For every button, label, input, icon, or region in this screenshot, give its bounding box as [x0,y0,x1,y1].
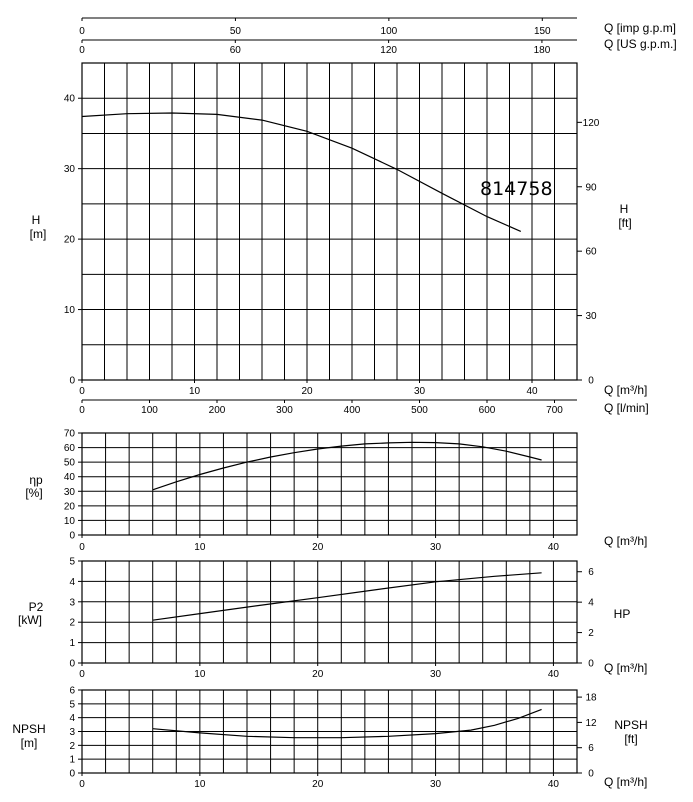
power-ytick-label: 3 [69,597,75,609]
npsh-ylabel-left-unit: [m] [20,736,38,750]
power-hp-rtick-label: 6 [588,567,594,579]
head-ytick-label: 30 [63,164,75,176]
npsh-xtick-label: 20 [312,779,324,790]
power-xlabel: Q [m³/h] [604,661,648,675]
head-xlabel-lmin: Q [l/min] [604,401,649,415]
lmin-tick-label: 400 [343,405,361,416]
npsh-ytick-label: 0 [69,768,75,780]
head-ytick-label: 20 [63,234,75,246]
eta-ylabel-symbol: ηp [29,473,43,487]
eta-ytick-label: 40 [63,472,75,484]
eta-xtick-label: 30 [430,542,442,553]
head-ytick-label: 40 [63,93,75,105]
head-ft-rtick-label: 60 [585,246,597,258]
npsh-xtick-label: 0 [79,779,85,790]
head-ylabel-left-unit: [m] [29,227,47,241]
power-xtick-label: 20 [312,669,324,680]
power-hp-rtick-label: 0 [588,658,594,670]
npsh-ylabel-left-symbol: NPSH [12,722,46,736]
usgpm-tick-label: 60 [229,45,241,56]
lmin-tick-label: 100 [141,405,158,416]
power-plot-frame [82,561,577,663]
eta-ylabel-unit: [%] [25,486,43,500]
head-ylabel-right-symbol: H [619,202,629,216]
head-xtick-label: 20 [301,386,313,397]
lmin-tick-label: 700 [546,405,563,416]
head-ft-rtick-label: 30 [585,311,597,323]
head-xtick-label: 10 [188,386,201,397]
npsh-ft-rtick-label: 18 [585,692,597,704]
eta-xtick-label: 0 [79,542,85,553]
head-ytick-label: 10 [63,305,75,317]
power-ytick-label: 4 [69,576,75,588]
power-ytick-label: 0 [69,658,75,670]
head-ft-rtick-label: 120 [582,117,600,129]
power-ytick-label: 5 [69,556,75,568]
npsh-xlabel: Q [m³/h] [604,775,648,789]
eta-xtick-label: 10 [194,542,206,553]
power-xtick-label: 30 [430,669,442,680]
npsh-ytick-label: 3 [69,727,75,738]
eta-ytick-label: 50 [63,457,75,469]
npsh-curve-NPSH [153,709,542,737]
eta-ytick-label: 60 [63,443,75,455]
head-xtick-label: 40 [526,386,538,397]
npsh-xtick-label: 30 [430,779,442,790]
usgpm-tick-label: 180 [533,45,551,56]
power-ytick-label: 2 [69,617,75,629]
usgpm-tick-label: 0 [79,45,85,56]
eta-xtick-label: 20 [312,542,324,553]
head-xtick-label: 0 [79,386,85,397]
npsh-ylabel-right-symbol: NPSH [614,718,648,732]
npsh-ylabel-right-unit: [ft] [624,732,638,746]
impgpm-tick-label: 100 [380,26,398,37]
head-xtick-label: 30 [413,386,426,397]
eta-ytick-label: 0 [69,530,75,542]
power-hp-rtick-label: 2 [588,628,594,640]
head-xlabel-m3h: Q [m³/h] [604,383,648,397]
lmin-tick-label: 300 [276,405,293,416]
npsh-ytick-label: 2 [69,740,75,752]
eta-xtick-label: 40 [547,542,559,553]
impgpm-tick-label: 0 [79,26,85,37]
model-number-label: 814758 [480,178,553,200]
npsh-ft-rtick-label: 12 [585,717,597,729]
power-curve-P2 [153,573,542,620]
head-ft-rtick-label: 0 [588,375,594,387]
power-xtick-label: 40 [547,669,559,680]
head-ft-rtick-label: 90 [585,182,597,194]
npsh-ft-rtick-label: 6 [588,743,594,755]
eta-ytick-label: 10 [63,515,75,527]
impgpm-tick-label: 50 [229,26,241,37]
npsh-ytick-label: 4 [69,713,75,725]
impgpm-tick-label: 150 [533,26,551,37]
eta-ytick-label: 30 [63,486,75,498]
npsh-ytick-label: 5 [69,699,75,711]
npsh-ytick-label: 6 [69,685,75,697]
power-hp-rtick-label: 4 [588,597,594,609]
top-axis-label-usgpm: Q [US g.p.m.] [604,37,677,51]
lmin-tick-label: 0 [79,405,85,416]
eta-xlabel: Q [m³/h] [604,534,648,548]
npsh-ft-rtick-label: 0 [588,768,594,780]
eta-curve-eta [153,442,542,490]
usgpm-tick-label: 120 [380,45,397,56]
eta-ytick-label: 70 [63,428,75,440]
head-ylabel-left-symbol: H [31,213,41,227]
power-ylabel-unit: [kW] [18,613,42,627]
lmin-tick-label: 500 [411,405,428,416]
power-ytick-label: 1 [69,638,75,650]
npsh-ytick-label: 1 [69,754,75,766]
top-axis-label-impgpm: Q [imp g.p.m] [604,21,677,35]
lmin-tick-label: 600 [478,405,496,416]
lmin-tick-label: 200 [208,405,226,416]
head-ytick-label: 0 [69,375,75,387]
npsh-xtick-label: 10 [194,779,206,790]
power-xtick-label: 10 [194,669,206,680]
power-ylabel-symbol: P2 [28,600,44,614]
eta-plot-frame [82,433,577,535]
eta-ytick-label: 20 [63,501,75,513]
power-xtick-label: 0 [79,669,85,680]
power-ylabel-right: HP [613,607,631,621]
head-curve-H [82,113,521,231]
head-ylabel-right-unit: [ft] [618,216,632,230]
npsh-xtick-label: 40 [547,779,559,790]
